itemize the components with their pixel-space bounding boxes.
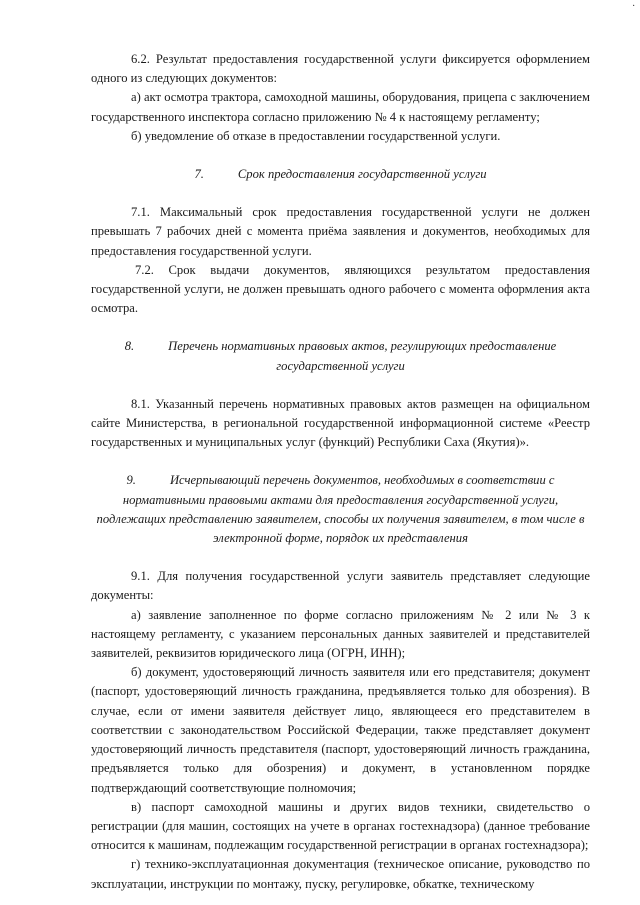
document-page	[91, 50, 590, 894]
section-heading-8	[91, 337, 590, 375]
paragraph-9-1: 9.1. Для получения государственной услуги заявитель представляет следующие документы:	[91, 569, 590, 603]
section-title-8-line-2: государственной услуги	[276, 358, 405, 373]
section-heading-9	[91, 471, 590, 548]
paragraph-9-1-b: б) документ, удостоверяющий личность заявителя или его представителя; документ (паспорт, удостоверяющий личность гражданина, предъявляется только для обозрения). В случае, если от имени заявителя действует лицо, являющееся его представителем в соответствии с законодательством Российской Федерации, также представляет документ удостоверяющий личность представителя (паспорт, удостоверяющий личность гражданина, предъявляется только для обозрения) и документ, в установленном порядке подтверждающий соответствующие полномочия;	[91, 665, 590, 795]
paragraph-9-1-g: г) технико-эксплуатационная документация (техническое описание, руководство по эксплуатации, инструкции по монтажу, пуску, регулировке, обкатке, техническому	[91, 857, 590, 891]
section-title-9-line-4: электронной форме, порядок их представления	[213, 531, 468, 546]
paragraph-8-1: 8.1. Указанный перечень нормативных правовых актов размещен на официальном сайте Министерства, в региональной государственной информационной системе «Реестр государственных и муниципальных услуг (функций) Республики Саха (Якутия)».	[91, 396, 590, 450]
section-heading-7	[91, 165, 590, 184]
section-number-9: 9.	[126, 473, 136, 488]
paragraph-6-2-b: б) уведомление об отказе в предоставлении государственной услуги.	[131, 128, 501, 143]
paragraph-9-1-v: в) паспорт самоходной машины и других видов техники, свидетельство о регистрации (для машин, состоящих на учете в органах гостехнадзора) (данное требование относится к машинам, подлежащим государственной регистрации в органах гостехнадзора);	[91, 799, 590, 853]
section-title-9-line-2: нормативными правовыми актами для предоставления государственной услуги,	[122, 492, 559, 507]
paragraph-7-2: 7.2. Срок выдачи документов, являющихся результатом предоставления государственной услуги, не должен превышать одного рабочего с момента оформления акта осмотра.	[91, 262, 590, 316]
section-number-7: 7.	[194, 167, 204, 182]
section-number-8: 8.	[124, 339, 135, 354]
section-title-9-line-1: Исчерпывающий перечень документов, необходимых в соответствии с	[169, 473, 555, 488]
corner-mark: ·	[632, 1, 636, 12]
section-title-9-line-3: подлежащих представлению заявителем, способы их получения заявителем, в том числе в	[96, 511, 585, 526]
paragraph-9-1-a: а) заявление заполненное по форме согласно приложениям № 2 или № 3 к настоящему регламенту, с указанием персональных данных заявителей и представителей заявителей, реквизитов юридического лица (ОГРН, ИНН);	[91, 607, 590, 661]
paragraph-6-2-a: а) акт осмотра трактора, самоходной машины, оборудования, прицепа с заключением государственного инспектора согласно приложению № 4 к настоящему регламенту;	[91, 90, 590, 124]
paragraph-7-1: 7.1. Максимальный срок предоставления государственной услуги не должен превышать 7 рабочих дней с момента приёма заявления и документов, необходимых для предоставления государственной услуги.	[91, 205, 590, 258]
paragraph-6-2: 6.2. Результат предоставления государственной услуги фиксируется оформлением одного из следующих документов:	[91, 52, 590, 86]
section-title-8-line-1: Перечень нормативных правовых актов, регулирующих предоставление	[168, 339, 557, 354]
section-title-7: Срок предоставления государственной услуги	[237, 167, 487, 182]
